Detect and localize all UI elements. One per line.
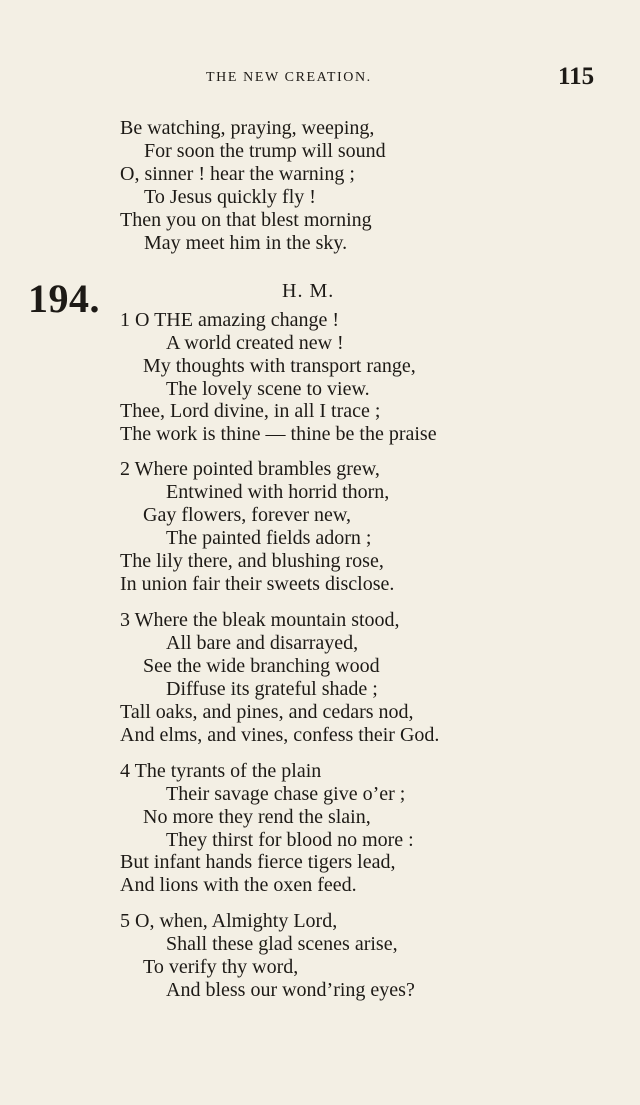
- verse-line: Then you on that blest morning: [120, 209, 372, 231]
- verse-line: The lily there, and blushing rose,: [120, 550, 384, 572]
- verse-line: The painted fields adorn ;: [166, 527, 372, 549]
- verse-line: See the wide branching wood: [143, 655, 380, 677]
- running-title: THE NEW CREATION.: [206, 70, 372, 85]
- hymn-number: 194.: [28, 276, 100, 321]
- verse-line: 4 The tyrants of the plain: [120, 760, 322, 782]
- verse-line: 2 Where pointed brambles grew,: [120, 458, 380, 480]
- verse-line: A world created new !: [166, 332, 344, 354]
- show-through-mark: [535, 190, 595, 216]
- verse-line: In union fair their sweets disclose.: [120, 573, 395, 595]
- verse-line: Gay flowers, forever new,: [143, 504, 352, 526]
- verse-line: To Jesus quickly fly !: [144, 186, 316, 208]
- verse-line: Entwined with horrid thorn,: [166, 481, 390, 503]
- verse-line: No more they rend the slain,: [143, 806, 371, 828]
- running-head: [0, 63, 640, 92]
- hymn-meter: H. M.: [282, 280, 335, 302]
- page-number: 115: [558, 63, 595, 90]
- verse-line: And bless our wond’ring eyes?: [166, 979, 415, 1001]
- verse-line: And elms, and vines, confess their God.: [120, 724, 440, 746]
- verse-line: 3 Where the bleak mountain stood,: [120, 609, 400, 631]
- verse-line: The lovely scene to view.: [166, 378, 370, 400]
- verse-line: All bare and disarrayed,: [166, 632, 359, 654]
- verse-line: The work is thine — thine be the praise: [120, 423, 437, 445]
- verse-line: For soon the trump will sound: [144, 140, 386, 162]
- verse-line: May meet him in the sky.: [144, 232, 348, 254]
- verse-line: But infant hands fierce tigers lead,: [120, 851, 396, 873]
- verse-line: O, sinner ! hear the warning ;: [120, 163, 355, 185]
- verse-line: 5 O, when, Almighty Lord,: [120, 910, 338, 932]
- verse-line: Their savage chase give o’er ;: [166, 783, 406, 805]
- verse-line: Shall these glad scenes arise,: [166, 933, 398, 955]
- verse-line: And lions with the oxen feed.: [120, 874, 357, 896]
- verse-line: Thee, Lord divine, in all I trace ;: [120, 400, 381, 422]
- verse-line: To verify thy word,: [143, 956, 299, 978]
- verse-line: They thirst for blood no more :: [166, 829, 414, 851]
- verse-line: Be watching, praying, weeping,: [120, 117, 375, 139]
- verse-line: 1 O THE amazing change !: [120, 309, 339, 331]
- verse-line: My thoughts with transport range,: [143, 355, 416, 377]
- verse-line: Tall oaks, and pines, and cedars nod,: [120, 701, 414, 723]
- verse-line: Diffuse its grateful shade ;: [166, 678, 378, 700]
